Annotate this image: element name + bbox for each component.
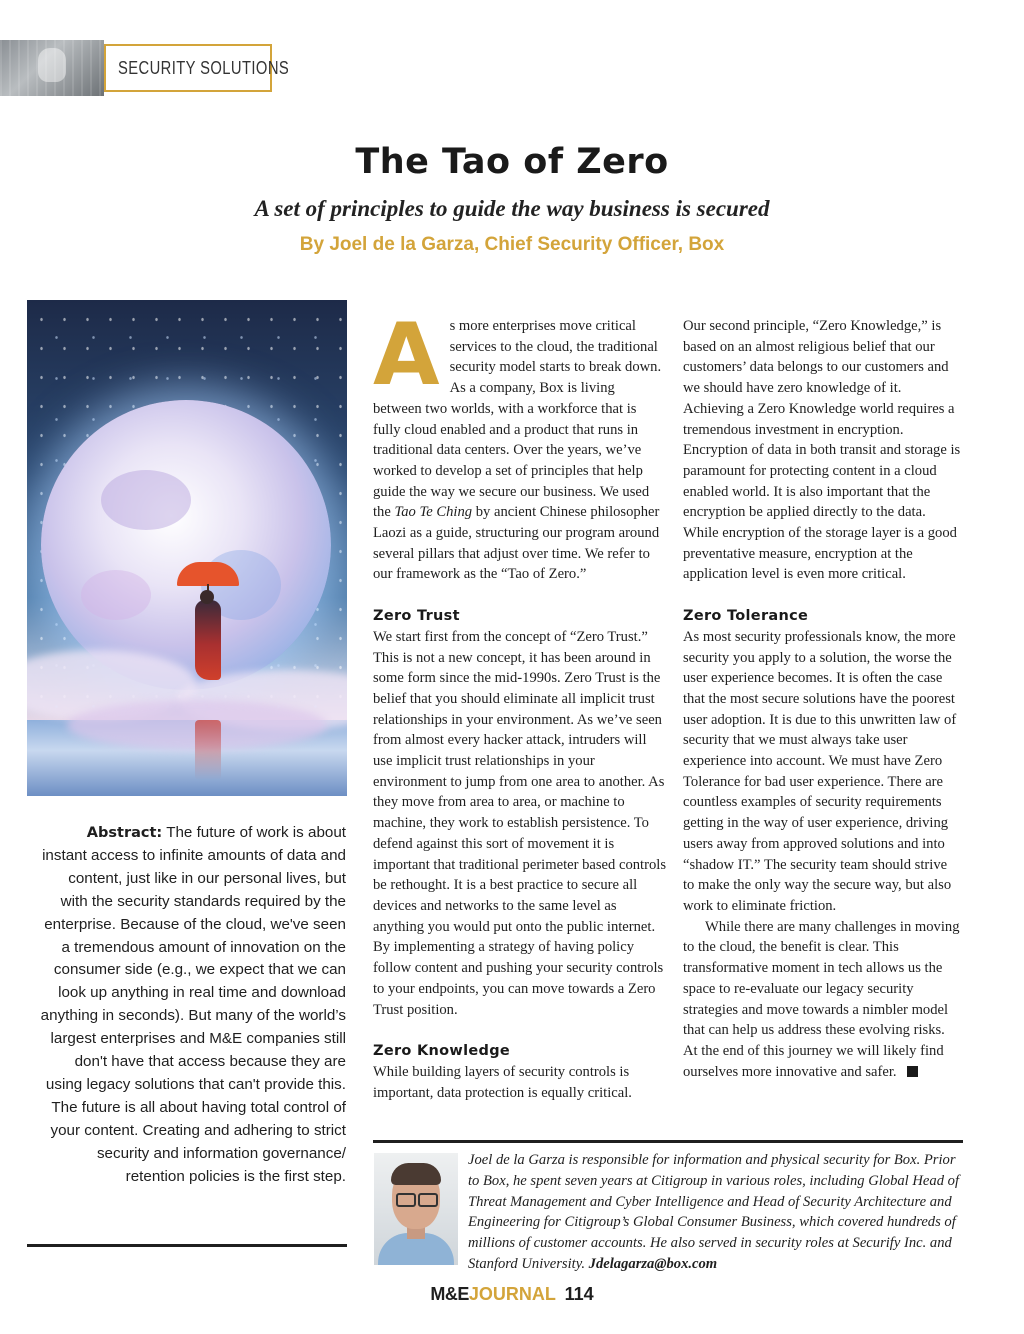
zero-trust-paragraph: We start first from the concept of “Zero Trust.” This is not a new concept, it has been around in some form since the mid-1990s. Zero Trust is the belief that you should eliminate all implicit trust relationships in your environment. As we’ve seen from almost every hacker attack, intruders will use implicit trust relationships in your environment to jump from one area to another. As they move from area to area, or machine to machine, they work to establish persistence. To defend against this sort of movement it is important that traditional perimeter based controls be rethought. It is a best practice to secure all devices and networks to the same level as anything you would put onto the public internet. By implementing a strategy of having policy follow content and pushing your security controls to your endpoints, you can move towards a Zero Trust position. (373, 628, 667, 1018)
figure-graphic (195, 600, 221, 680)
closing-paragraph: While there are many challenges in moving to the cloud, the benefit is clear. This transformative moment in tech allows us the space to re-evaluate our legacy security strategies and move towards a nimbler model that can help us address these evolving risks. At the end of this journey we will likely find ourselves more innovative and safer. (683, 918, 960, 1080)
section-tag-box (104, 44, 290, 92)
footer-brand: M&E (430, 1284, 469, 1304)
author-email: Jdelagarza@box.com (588, 1255, 718, 1272)
zero-tolerance-paragraph: As most security professionals know, the more security you apply to a solution, the worse the user experience becomes. It is often the case that the most secure solutions have the poorest user adoption. It is due to this unwritten law of security that we must always take user experience into account. We must have Zero Tolerance for bad user experience. There are countless examples of security requirements getting in the way of user experience, driving users away from approved solutions and into “shadow IT.” The security team should strive to make the only way the secure way, but also work to eliminate friction. (683, 628, 957, 914)
section-tag-label: SECURITY SOLUTIONS (118, 58, 290, 78)
page-footer (0, 1284, 1024, 1305)
umbrella-icon (177, 562, 239, 586)
abstract-divider (27, 1244, 347, 1247)
drop-cap: A (373, 305, 440, 405)
article-column-2 (683, 316, 961, 1082)
heading-zero-trust: Zero Trust (373, 608, 460, 625)
hand-icon (38, 48, 66, 82)
end-mark-icon (907, 1066, 918, 1077)
intro-paragraph: As more enterprises move critical services to the cloud, the traditional security model starts to break down. As a company, Box is living between two worlds, with a workforce that is fully cloud enabled and a product that runs in traditional data centers. Over the years, we’ve worked to develop a set of principles that help guide the way we secure our business. We used the Tao Te Ching by ancient Chinese philosopher Laozi as a guide, structuring our program around several pillars that adjust over time. We refer to our framework as the “Tao of Zero.” (373, 305, 662, 583)
article-title: The Tao of Zero (355, 142, 669, 182)
moon-graphic (41, 400, 331, 690)
author-photo (374, 1153, 458, 1265)
article-column-1 (373, 305, 667, 1103)
security-thumbnail-image (0, 40, 104, 96)
heading-zero-tolerance: Zero Tolerance (683, 608, 809, 625)
zero-knowledge-paragraph: Our second principle, “Zero Knowledge,” is based on an almost religious belief that our customers’ data belongs to our customers and we should have zero knowledge of it. Achieving a Zero Knowledge world requires a tremendous investment in encryption. Encryption of data in both transit and storage is paramount for protecting content in a cloud enabled world. It is also important that the encryption be applied directly to the data. While encryption of the storage layer is a good preventative measure, encryption at the application level is even more critical. (683, 318, 961, 583)
footer-journal: JOURNAL (468, 1284, 556, 1304)
heading-zero-knowledge: Zero Knowledge (373, 1043, 511, 1060)
page-number: 114 (564, 1284, 594, 1304)
article-subtitle: A set of principles to guide the way business is secured (254, 196, 770, 221)
abstract-text: The future of work is about instant access to infinite amounts of data and content, just like in our personal lives, but with the security standards required by the enterprise. Because of the cloud, we've seen a tremendous amount of innovation on the consumer side (e.g., we expect that we can look up anything in real time and download anything in seconds). But many of the world’s largest enterprises and M&E companies still don't have that access because they are using legacy solutions that can't provide this. The future is all about having total control of your content. Creating and adhering to strict security and information governance/ retention policies is the first step. (40, 824, 346, 1185)
moon-umbrella-illustration (27, 300, 347, 796)
article-byline: By Joel de la Garza, Chief Security Officer, Box (299, 234, 725, 255)
author-bio-text: Joel de la Garza is responsible for information and physical security for Box. Prior to Box, he spent seven years at Citigroup in various roles, including Global Head of Threat Management and Cyber Intelligence and Head of Security Architecture and Engineering for Citigroup’s Global Consumer Business, which covered hundreds of millions of customer accounts. He also served in security roles at Securify Inc. and Stanford University. (468, 1152, 959, 1272)
zero-knowledge-paragraph-start: While building layers of security controls is important, data protection is equally critical. (373, 1063, 632, 1101)
author-bio (468, 1150, 962, 1275)
section-tag (0, 40, 290, 96)
abstract (40, 822, 346, 1189)
abstract-label: Abstract: (86, 825, 163, 841)
bio-divider (373, 1140, 963, 1143)
